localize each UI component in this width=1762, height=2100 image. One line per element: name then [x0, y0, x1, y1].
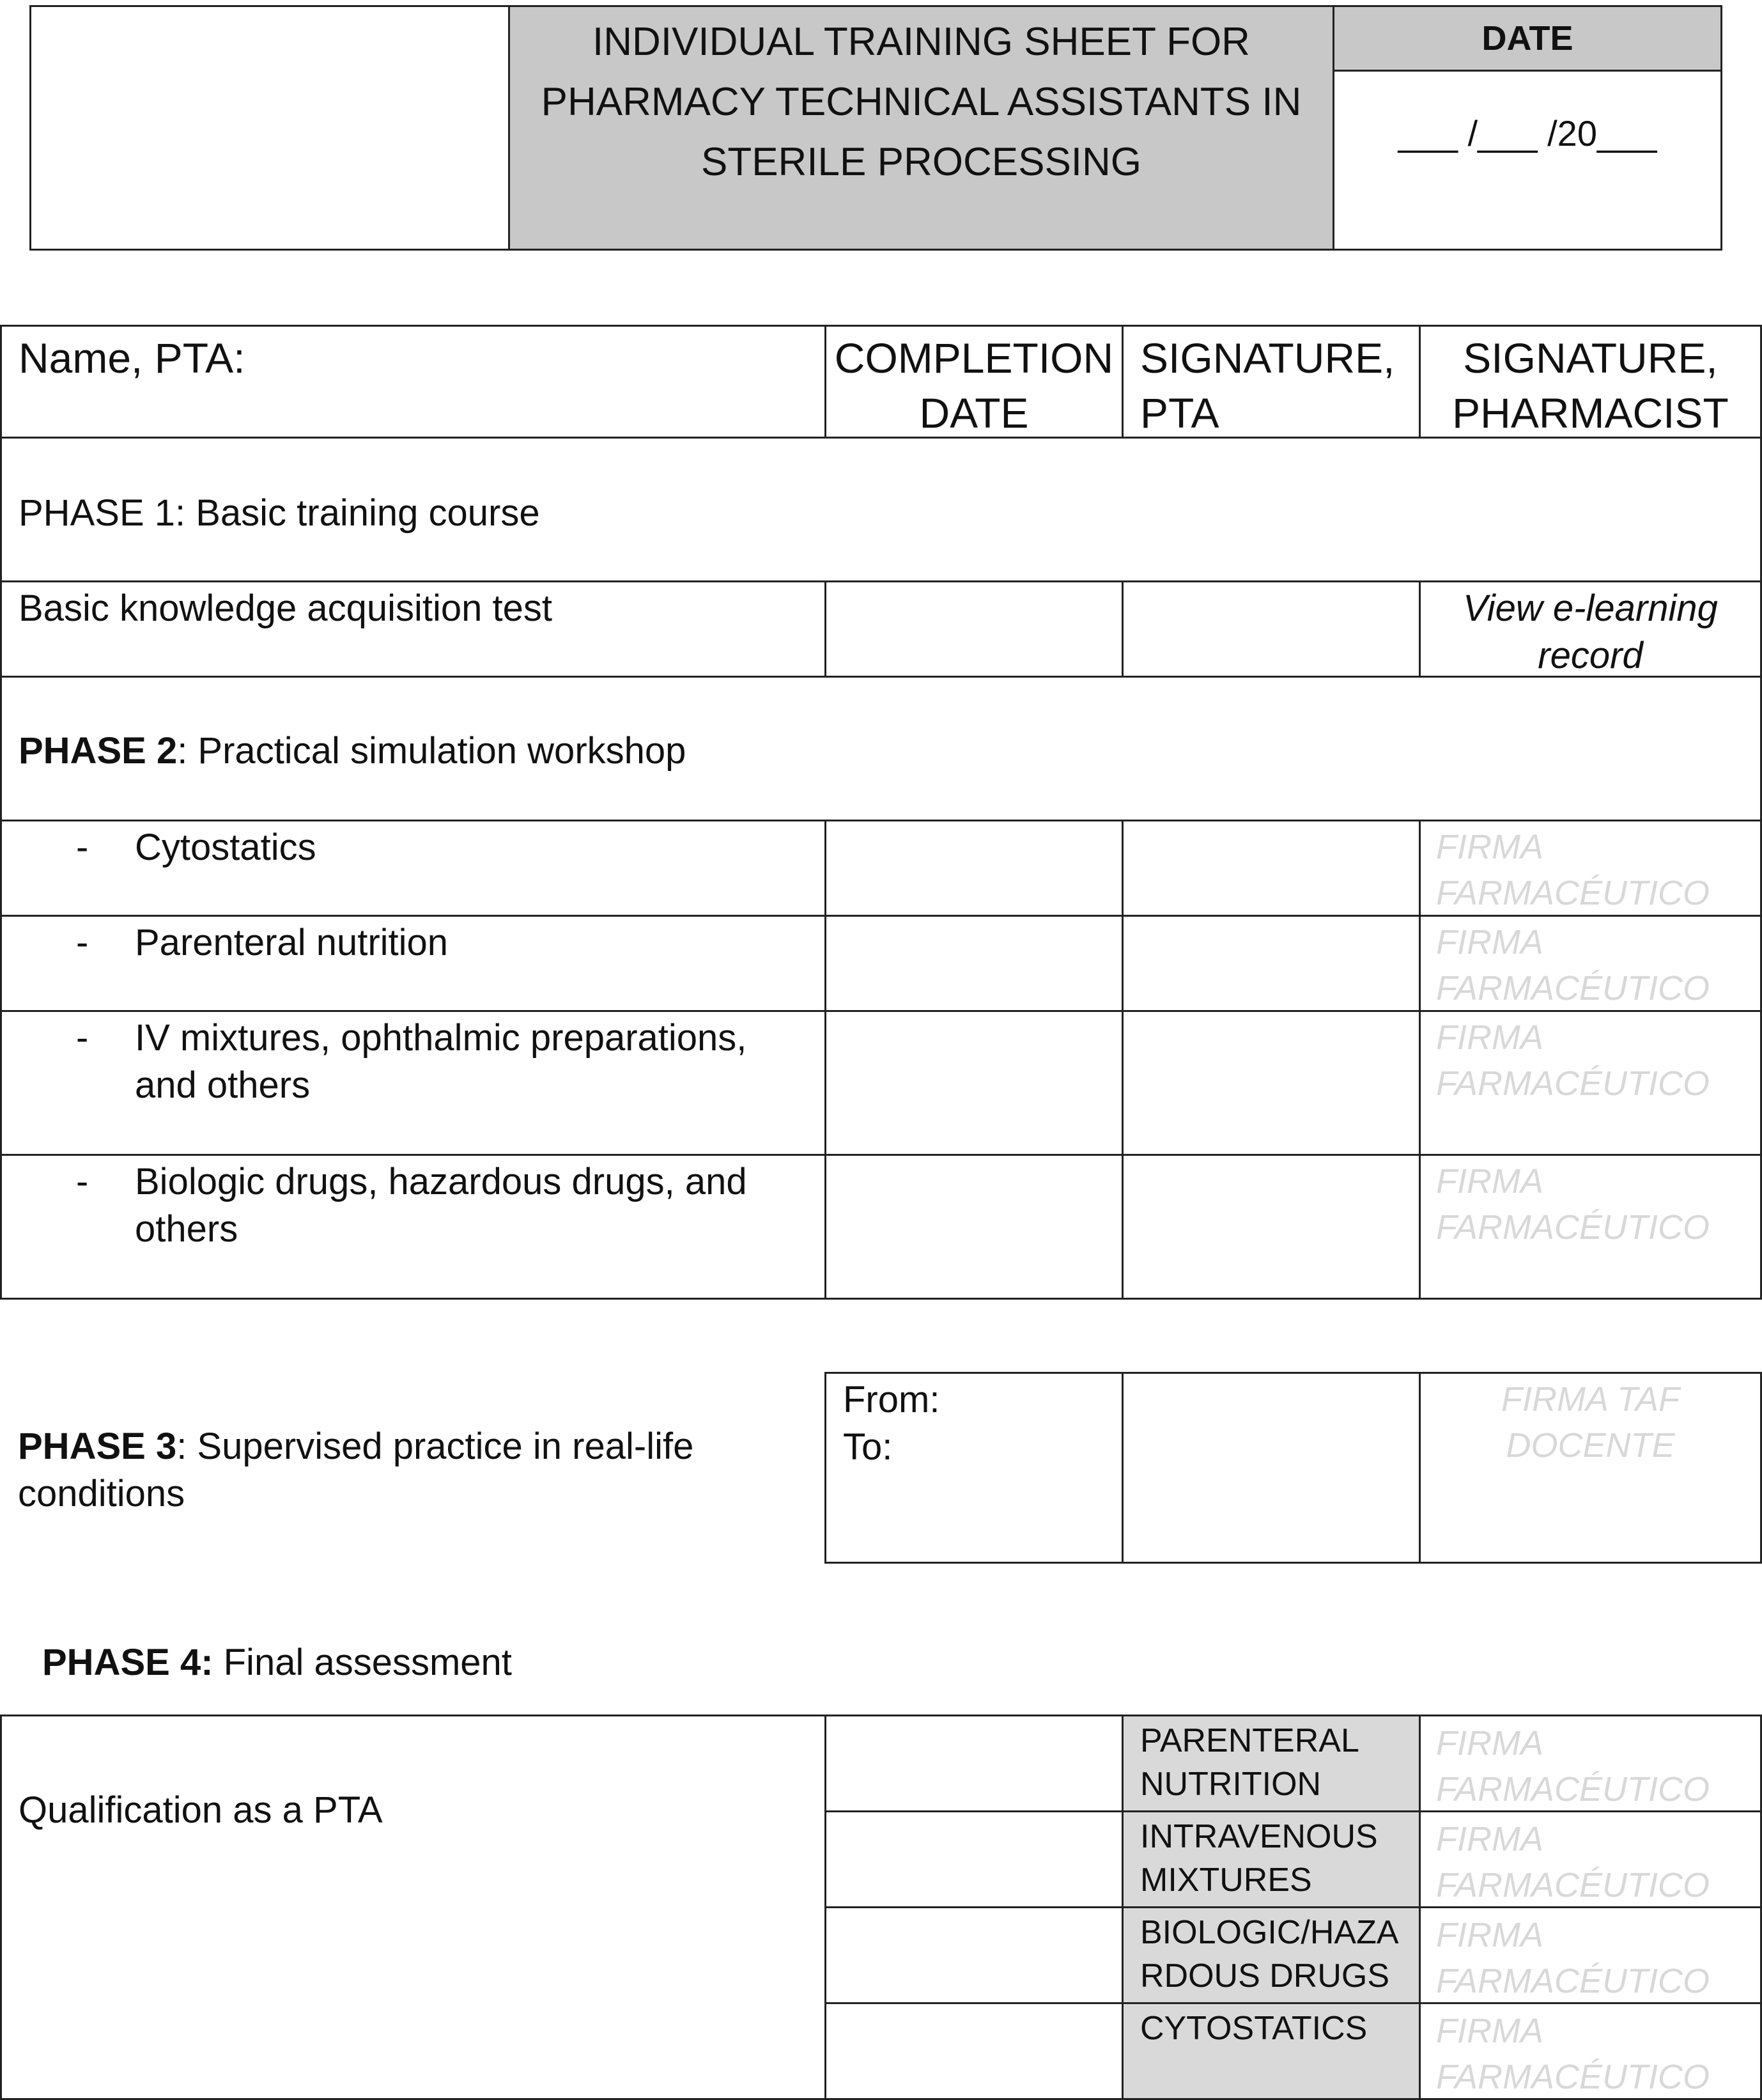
phase2-item-dash: -	[76, 1161, 89, 1202]
phase4-heading-bold: PHASE 4:	[42, 1642, 213, 1683]
date-value: ___ /___ /20___	[1398, 113, 1657, 153]
signature-pta-header	[1122, 325, 1421, 439]
phase1-heading: PHASE 1: Basic training course	[19, 492, 540, 534]
phase4-area-name: INTRAVENOUS MIXTURES	[1140, 1818, 1378, 1899]
phase4-area-cell	[1122, 1810, 1421, 1908]
phase1-sig-pta-cell[interactable]	[1122, 580, 1421, 678]
signature-watermark: FIRMA FARMACÉUTICO	[1436, 1916, 1710, 2000]
phase3-from-label: From:	[843, 1379, 940, 1420]
phase4-area-name: PARENTERAL NUTRITION	[1140, 1722, 1358, 1803]
phase4-sig-pharm-cell[interactable]	[1419, 1906, 1762, 2004]
phase2-item-completion-cell[interactable]	[824, 915, 1124, 1012]
phase2-item-dash: -	[76, 827, 89, 868]
phase4-completion-cell[interactable]	[824, 1906, 1124, 2004]
phase2-item-label-cell	[0, 1154, 826, 1300]
phase4-area-name: BIOLOGIC/HAZARDOUS DRUGS	[1140, 1914, 1399, 1995]
phase3-heading-bold: PHASE 3	[18, 1426, 177, 1467]
phase4-qualification-cell	[0, 1715, 826, 2100]
phase2-item-completion-cell[interactable]	[824, 1010, 1124, 1156]
phase1-heading-row	[0, 437, 1762, 582]
phase2-item-sig-pta-cell[interactable]	[1122, 915, 1421, 1012]
phase2-item-label-cell	[0, 1010, 826, 1156]
logo-box	[29, 5, 510, 251]
tutor-signature-watermark: FIRMA TAF DOCENTE	[1501, 1380, 1680, 1465]
phase2-item-completion-cell[interactable]	[824, 1154, 1124, 1300]
date-value-cell	[1333, 70, 1722, 251]
signature-pta-label: SIGNATURE, PTA	[1140, 334, 1395, 437]
phase2-item-label: Biologic drugs, hazardous drugs, and others	[135, 1161, 747, 1250]
signature-pharmacist-header	[1419, 325, 1762, 439]
phase2-item-label-cell	[0, 915, 826, 1012]
phase2-item-dash: -	[76, 1017, 89, 1059]
phase2-item-completion-cell[interactable]	[824, 820, 1124, 917]
phase3-period-cell[interactable]	[824, 1372, 1124, 1564]
document-title	[508, 5, 1334, 251]
name-pta-label: Name, PTA:	[19, 334, 245, 382]
phase4-sig-pharm-cell[interactable]	[1419, 1810, 1762, 1908]
phase1-sig-pharm-cell	[1419, 580, 1762, 678]
phase3-heading	[18, 1423, 785, 1518]
phase2-item-sig-pta-cell[interactable]	[1122, 1010, 1421, 1156]
phase4-area-cell	[1122, 1715, 1421, 1812]
phase2-item-label: Parenteral nutrition	[135, 922, 449, 963]
phase4-area-cell	[1122, 2002, 1421, 2100]
phase2-heading-row	[0, 676, 1762, 821]
phase1-completion-cell[interactable]	[824, 580, 1124, 678]
phase4-sig-pharm-cell[interactable]	[1419, 2002, 1762, 2100]
phase4-heading-rest: Final assessment	[213, 1642, 512, 1683]
signature-watermark: FIRMA FARMACÉUTICO	[1436, 1724, 1710, 1808]
signature-watermark: FIRMA FARMACÉUTICO	[1436, 1820, 1710, 1904]
phase3-heading-rest: : Supervised practice in real-life conditions	[18, 1426, 694, 1514]
phase2-item-sig-pharm-cell[interactable]	[1419, 1154, 1762, 1300]
phase1-row-label: Basic knowledge acquisition test	[19, 587, 553, 629]
phase4-heading	[42, 1639, 512, 1686]
signature-watermark: FIRMA FARMACÉUTICO	[1436, 1018, 1710, 1103]
phase2-item-label: Cytostatics	[135, 827, 316, 868]
phase4-completion-cell[interactable]	[824, 1715, 1124, 1812]
phase1-row-label-cell	[0, 580, 826, 678]
phase3-sig-tutor-cell[interactable]	[1419, 1372, 1762, 1564]
phase4-completion-cell[interactable]	[824, 2002, 1124, 2100]
completion-date-label: COMPLETION DATE	[834, 334, 1114, 437]
phase2-item-label-cell	[0, 820, 826, 917]
signature-watermark: FIRMA FARMACÉUTICO	[1436, 923, 1710, 1007]
signature-watermark: FIRMA FARMACÉUTICO	[1436, 828, 1710, 912]
signature-watermark: FIRMA FARMACÉUTICO	[1436, 1162, 1710, 1247]
date-label-cell	[1333, 5, 1722, 72]
phase2-item-sig-pta-cell[interactable]	[1122, 820, 1421, 917]
phase2-item-dash: -	[76, 922, 89, 963]
phase4-qualification-label: Qualification as a PTA	[19, 1789, 383, 1831]
signature-pharmacist-label: SIGNATURE, PHARMACIST	[1452, 334, 1729, 437]
elearning-record-note: View e-learning record	[1463, 587, 1718, 676]
phase2-item-sig-pharm-cell[interactable]	[1419, 915, 1762, 1012]
phase2-heading-rest: : Practical simulation workshop	[177, 730, 686, 772]
completion-date-header	[824, 325, 1124, 439]
date-label: DATE	[1481, 19, 1573, 58]
phase2-heading-bold: PHASE 2	[19, 730, 178, 772]
phase3-sig-pta-cell[interactable]	[1122, 1372, 1421, 1564]
phase3-to-label: To:	[843, 1426, 893, 1468]
phase2-item-label: IV mixtures, ophthalmic preparations, and others	[135, 1017, 747, 1106]
phase4-area-cell	[1122, 1906, 1421, 2004]
document-title-text: INDIVIDUAL TRAINING SHEET FOR PHARMACY TECHNICAL ASSISTANTS IN STERILE PROCESSING	[541, 20, 1302, 184]
phase2-item-sig-pharm-cell[interactable]	[1419, 820, 1762, 917]
phase4-sig-pharm-cell[interactable]	[1419, 1715, 1762, 1812]
signature-watermark: FIRMA FARMACÉUTICO	[1436, 2012, 1710, 2096]
name-pta-cell[interactable]	[0, 325, 826, 439]
phase4-completion-cell[interactable]	[824, 1810, 1124, 1908]
phase4-area-name: CYTOSTATICS	[1140, 2010, 1368, 2047]
phase2-item-sig-pharm-cell[interactable]	[1419, 1010, 1762, 1156]
phase2-item-sig-pta-cell[interactable]	[1122, 1154, 1421, 1300]
